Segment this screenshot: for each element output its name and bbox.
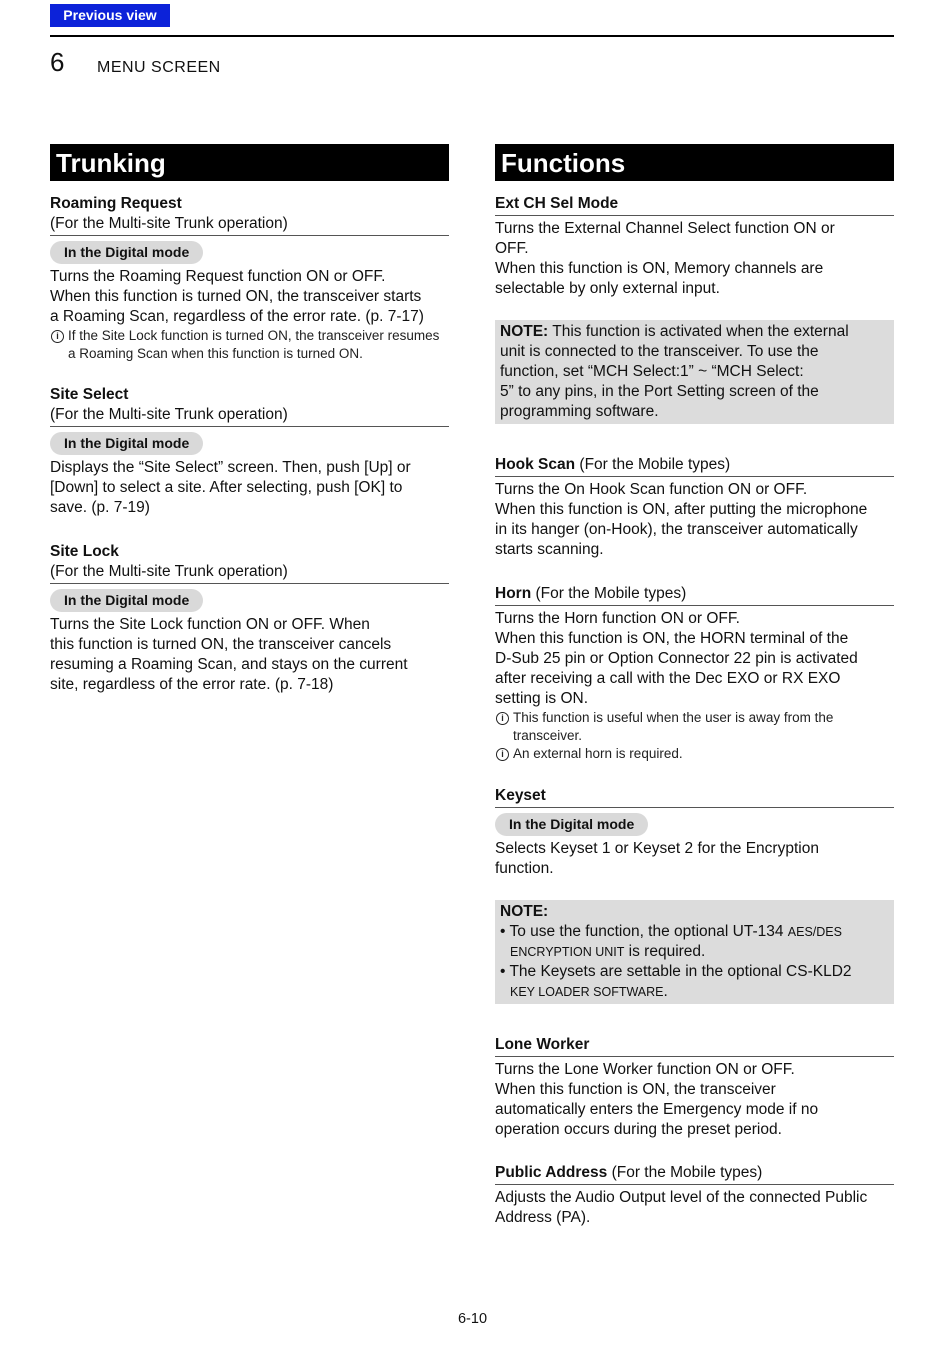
- text-span: .: [663, 983, 668, 1000]
- previous-view-button[interactable]: Previous view: [50, 4, 170, 27]
- text-line: save. (p. 7-19): [50, 499, 150, 516]
- info-text: If the Site Lock function is turned ON, the transceiver resumes a Roaming Scan when this function is turned ON.: [68, 328, 440, 361]
- text-span: is required.: [624, 943, 706, 960]
- text-line: When this function is ON, after putting the microphone: [495, 501, 868, 518]
- text-line: When this function is turned ON, the transceiver starts: [50, 288, 422, 305]
- text-line: unit is connected to the transceiver. To use the: [500, 343, 819, 360]
- product-name: KEY LOADER SOFTWARE: [510, 985, 664, 999]
- text-line: Adjusts the Audio Output level of the connected Public: [495, 1189, 868, 1206]
- digital-mode-badge: In the Digital mode: [50, 241, 203, 264]
- info-icon: i: [51, 330, 64, 343]
- text-line: D-Sub 25 pin or Option Connector 22 pin is activated: [495, 650, 858, 667]
- functions-column: [495, 144, 894, 1228]
- text-line: Turns the Roaming Request function ON or OFF.: [50, 268, 386, 285]
- item-description: [495, 480, 894, 560]
- info-text: An external horn is required.: [513, 746, 683, 761]
- item-name: Lone Worker: [495, 1036, 590, 1053]
- info-note: [495, 709, 894, 745]
- chapter-title: MENU SCREEN: [97, 59, 221, 76]
- item-subtitle: (For the Mobile types): [535, 585, 687, 602]
- info-icon: i: [496, 712, 509, 725]
- item-name: Ext CH Sel Mode: [495, 195, 619, 212]
- note-label: NOTE:: [500, 323, 549, 340]
- item-subtitle: (For the Multi-site Trunk operation): [50, 563, 288, 580]
- item-description: [495, 1188, 894, 1228]
- text-line: site, regardless of the error rate. (p. 7-18): [50, 676, 334, 693]
- text-line: When this function is ON, the HORN terminal of the: [495, 630, 849, 647]
- text-line: in its hanger (on-Hook), the transceiver automatically: [495, 521, 858, 538]
- info-text: This function is useful when the user is away from the transceiver.: [513, 710, 834, 743]
- item-name: Public Address: [495, 1164, 608, 1181]
- item-heading: [495, 584, 894, 606]
- note-box: [495, 320, 894, 424]
- text-line: after receiving a call with the Dec EXO or RX EXO: [495, 670, 841, 687]
- hook-scan-item: [495, 455, 894, 560]
- text-line: programming software.: [500, 403, 659, 420]
- text-line: operation occurs during the preset period.: [495, 1121, 782, 1138]
- note-bullet: [500, 922, 889, 962]
- item-heading: [495, 1163, 894, 1185]
- text-line: Displays the “Site Select” screen. Then, push [Up] or: [50, 459, 411, 476]
- info-note: [495, 745, 894, 763]
- text-line: OFF.: [495, 240, 529, 257]
- public-address-item: [495, 1163, 894, 1228]
- product-name: ENCRYPTION UNIT: [510, 945, 625, 959]
- text-line: resuming a Roaming Scan, and stays on the current: [50, 656, 408, 673]
- section-title-functions: Functions: [495, 144, 894, 181]
- site-lock-item: [50, 542, 449, 695]
- note-label: NOTE:: [500, 903, 549, 920]
- item-subtitle: (For the Mobile types): [579, 456, 731, 473]
- item-subtitle: (For the Multi-site Trunk operation): [50, 215, 288, 232]
- horn-item: [495, 584, 894, 763]
- item-name: Roaming Request: [50, 195, 182, 212]
- text-line: Turns the Lone Worker function ON or OFF.: [495, 1061, 795, 1078]
- info-icon: i: [496, 748, 509, 761]
- item-name: Hook Scan: [495, 456, 576, 473]
- item-heading: [495, 1035, 894, 1057]
- note-box: [495, 900, 894, 1004]
- text-line: When this function is ON, the transceiver: [495, 1081, 776, 1098]
- item-heading: [495, 455, 894, 477]
- chapter-number: 6: [50, 47, 65, 77]
- text-line: setting is ON.: [495, 690, 589, 707]
- text-line: Turns the External Channel Select function ON or: [495, 220, 835, 237]
- item-subtitle: (For the Mobile types): [611, 1164, 763, 1181]
- text-span: • To use the function, the optional UT-134: [500, 923, 788, 940]
- text-line: starts scanning.: [495, 541, 604, 558]
- item-heading: [495, 786, 894, 808]
- item-description: [495, 219, 894, 299]
- digital-mode-badge: In the Digital mode: [50, 589, 203, 612]
- text-line: [Down] to select a site. After selecting, push [OK] to: [50, 479, 403, 496]
- item-heading: [50, 194, 449, 236]
- page-number: 6-10: [457, 1311, 488, 1327]
- item-name: Site Select: [50, 386, 129, 403]
- item-name: Horn: [495, 585, 532, 602]
- info-note: [50, 327, 449, 363]
- trunking-column: [50, 144, 449, 695]
- digital-mode-badge: In the Digital mode: [50, 432, 203, 455]
- item-description: [495, 609, 894, 709]
- text-line: Turns the On Hook Scan function ON or OFF.: [495, 481, 808, 498]
- text-line: a Roaming Scan, regardless of the error rate. (p. 7-17): [50, 308, 424, 325]
- section-title-trunking: Trunking: [50, 144, 449, 181]
- item-description: [495, 839, 894, 879]
- product-name: AES/DES: [787, 925, 842, 939]
- roaming-request-item: [50, 194, 449, 363]
- text-line: function.: [495, 860, 554, 877]
- item-name: Site Lock: [50, 543, 119, 560]
- text-line: When this function is ON, Memory channels are: [495, 260, 824, 277]
- site-select-item: [50, 385, 449, 518]
- text-span: • The Keysets are settable in the optional CS-KLD2: [500, 963, 852, 980]
- item-subtitle: (For the Multi-site Trunk operation): [50, 406, 288, 423]
- ext-ch-sel-mode-item: [495, 194, 894, 424]
- text-line: Selects Keyset 1 or Keyset 2 for the Encryption: [495, 840, 819, 857]
- text-line: automatically enters the Emergency mode if no: [495, 1101, 819, 1118]
- lone-worker-item: [495, 1035, 894, 1140]
- text-line: This function is activated when the external: [552, 323, 849, 340]
- item-heading: [495, 194, 894, 216]
- text-line: Turns the Horn function ON or OFF.: [495, 610, 740, 627]
- item-description: [50, 615, 449, 695]
- text-line: selectable by only external input.: [495, 280, 720, 297]
- item-description: [495, 1060, 894, 1140]
- text-line: Address (PA).: [495, 1209, 591, 1226]
- text-line: 5” to any pins, in the Port Setting screen of the: [500, 383, 819, 400]
- item-heading: [50, 542, 449, 584]
- item-description: [50, 267, 449, 327]
- item-name: Keyset: [495, 787, 546, 804]
- item-heading: [50, 385, 449, 427]
- text-line: function, set “MCH Select:1” ~ “MCH Select:: [500, 363, 804, 380]
- note-bullet: [500, 962, 889, 1002]
- item-description: [50, 458, 449, 518]
- digital-mode-badge: In the Digital mode: [495, 813, 648, 836]
- text-line: Turns the Site Lock function ON or OFF. When: [50, 616, 370, 633]
- keyset-item: [495, 786, 894, 1004]
- header-rule: [50, 35, 894, 37]
- text-line: this function is turned ON, the transceiver cancels: [50, 636, 392, 653]
